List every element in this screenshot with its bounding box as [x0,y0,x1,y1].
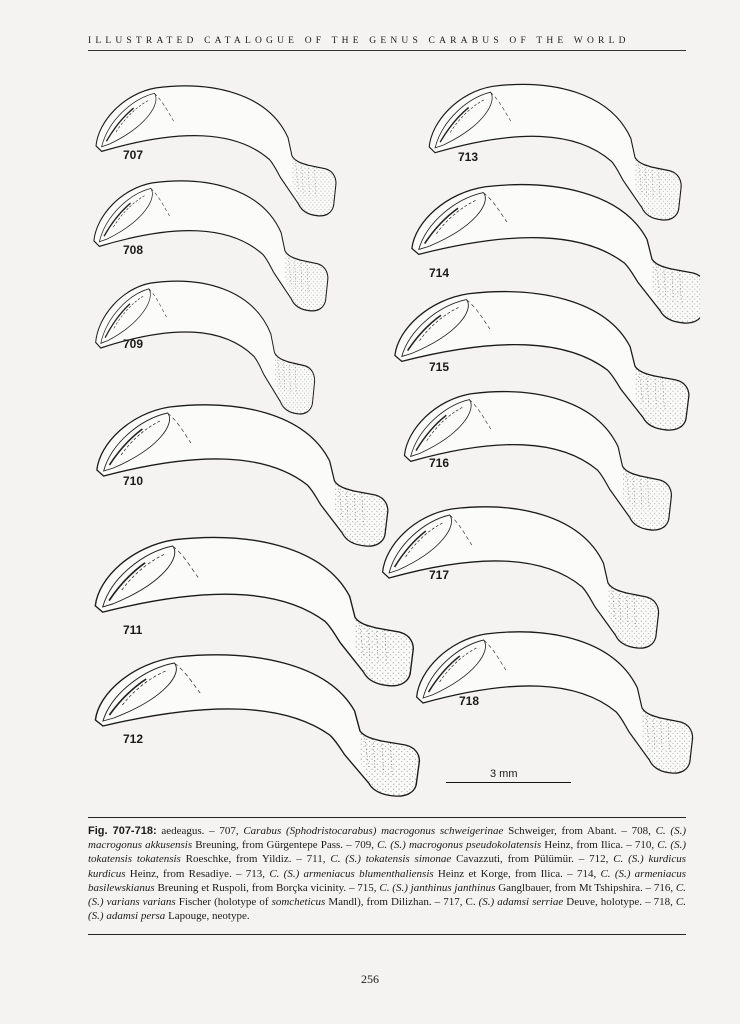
caption-taxon-name: C. (S.) armeniacus basilewskianus [88,867,686,894]
caption-text: Schweiger, from Abant. – 708, [503,825,656,837]
caption-text: Deuve, holotype. – 718, [563,896,676,909]
caption-text: Cavazzuti, from Pülümür. – 712, [451,853,614,866]
figure-label-717: 717 [429,568,450,582]
caption-text: aedeagus. – 707, [156,825,244,837]
caption-taxon-name: C. (S.) tokatensis tokatensis [88,839,686,866]
figure-label-708: 708 [123,243,144,257]
figure-label-716: 716 [429,456,450,470]
figure-label-713: 713 [458,150,479,164]
caption-text: Heinz, from Resadiye. – 713, [125,867,270,880]
caption-text: Lapouge, neotype. [165,910,250,923]
figure-label-709: 709 [123,337,144,351]
figure-label-711: 711 [123,623,143,637]
caption-taxon-name: C. (S.) varians varians [88,881,687,909]
drawing-717 [383,507,659,648]
scale-bar-label: 3 mm [490,768,518,780]
caption-taxon-name: Carabus (Sphodristocarabus) macrogonus schweigerinae [243,825,504,837]
caption-text: Ganglbauer, from Mt Tshipshira. – 716, [495,881,676,894]
figure-label-715: 715 [429,360,450,374]
figure-label-710: 710 [123,474,144,488]
drawing-718 [417,632,693,773]
caption-taxon-name: C. (S.) janthinus janthinus [379,881,496,894]
caption-taxon-name: C. (S.) kurdicus kurdicus [88,853,687,880]
caption-taxon-name: C. (S.) macrogonus akkusensis [88,825,686,852]
figure-label-714: 714 [429,266,450,280]
figure-label-712: 712 [123,732,144,746]
caption-taxon-name: C. (S.) macrogonus pseudokolatensis [377,839,542,852]
caption-top-rule [88,817,686,818]
caption-text: Heinz et Korge, from Ilica. – 714, [433,867,601,880]
caption-taxon-name: somcheticus [271,896,326,909]
caption-taxon-name: C. (S.) adamsi persa [88,896,687,923]
caption-text: Breuning, from Gürgentepe Pass. – 709, [192,839,378,852]
running-head: ILLUSTRATED CATALOGUE OF THE GENUS CARABUS OF THE WORLD [88,36,630,46]
figure-label-707: 707 [123,148,144,162]
page-number: 256 [361,972,379,986]
figure-plate [70,55,700,810]
caption-text: Fischer (holotype of [175,896,272,909]
caption-bottom-rule [88,934,686,935]
caption-taxon-name: C. (S.) tokatensis simonae [330,853,452,866]
scale-bar [446,782,571,783]
caption-body [88,825,686,922]
caption-lead: Fig. 707-718: [88,825,157,837]
header-rule [88,50,686,51]
caption-text: Roeschke, from Yildiz. – 711, [180,853,331,866]
caption-text: Mandl), from Dilizhan. – 717, C. [325,896,479,909]
caption-text: Heinz, from Ilica. – 710, [541,839,658,852]
aedeagus-drawings [70,55,700,810]
caption-text: Breuning et Ruspoli, from Borçka vicinity. – 715, [154,881,380,894]
figure-caption [88,824,686,923]
caption-taxon-name: C. (S.) armeniacus blumenthaliensis [269,867,434,880]
figure-label-718: 718 [459,694,480,708]
caption-taxon-name: (S.) adamsi serriae [478,896,564,909]
